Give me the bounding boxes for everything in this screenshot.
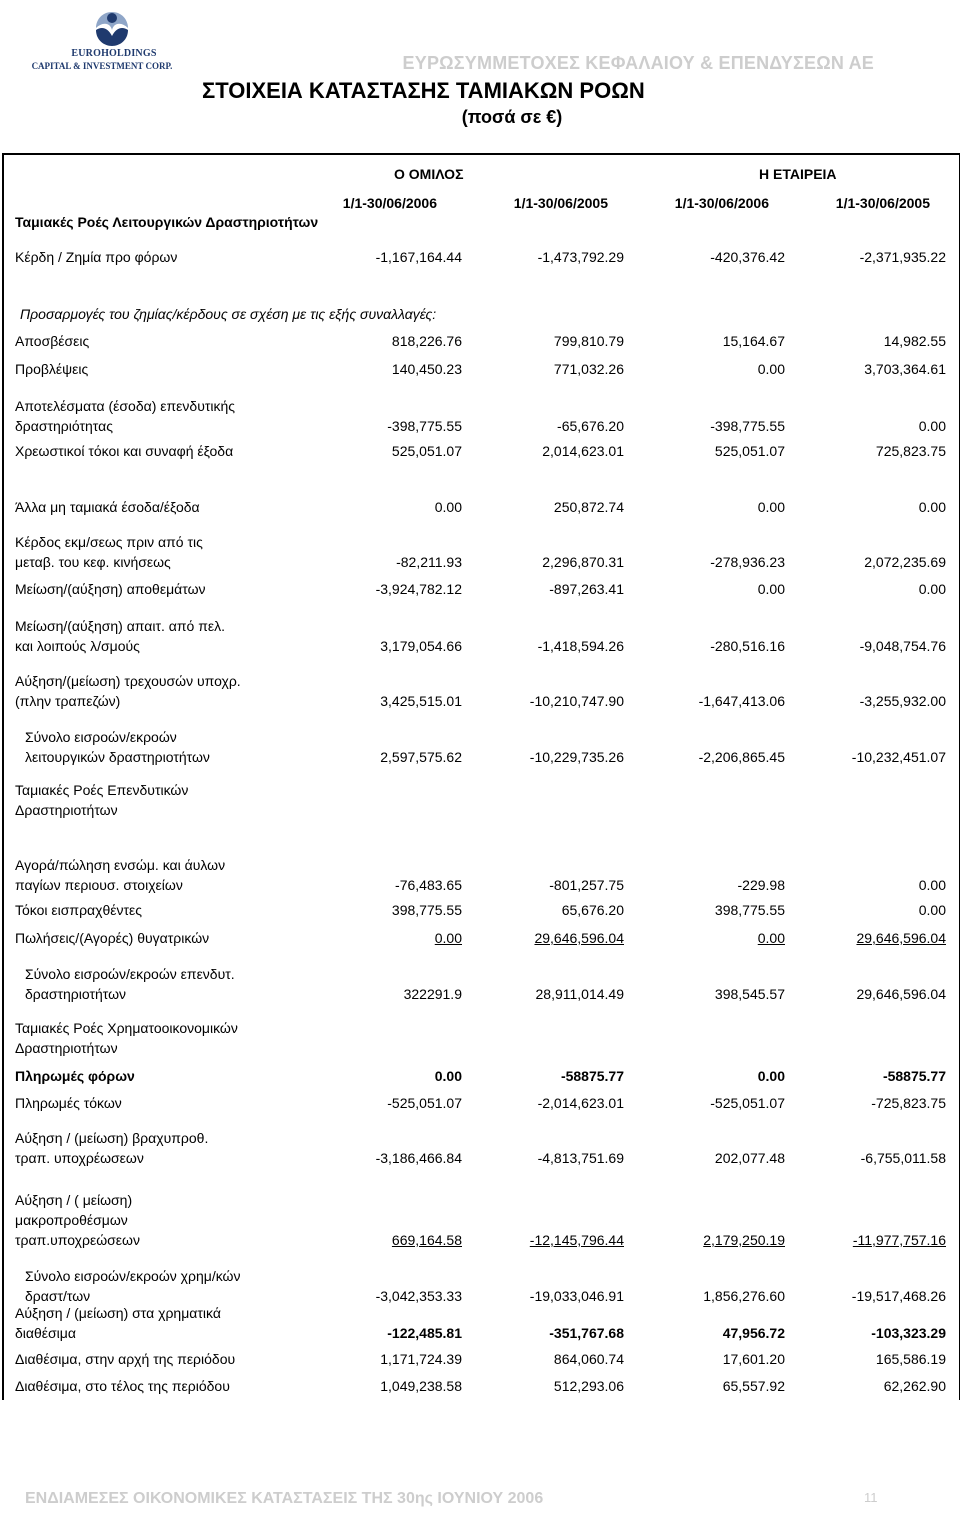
row-value: 2,179,250.19 [703, 1232, 785, 1248]
row-value: -19,033,046.91 [529, 1288, 624, 1304]
row-label [15, 212, 318, 232]
row-label [15, 396, 235, 436]
row-value: -351,767.68 [549, 1325, 624, 1341]
row-label-line: Διαθέσιμα, στην αρχή της περιόδου [15, 1351, 236, 1367]
row-label-line: Πωλήσεις/(Αγορές) θυγατρικών [15, 930, 210, 946]
row-value: -11,977,757.16 [852, 1232, 946, 1248]
row-label [25, 964, 235, 1004]
row-value: -229.98 [737, 877, 785, 893]
row-label [20, 304, 436, 324]
row-value: 17,601.20 [722, 1351, 785, 1367]
row-label-line: Προβλέψεις [15, 361, 89, 377]
row-label-line: Δραστηριοτήτων [15, 802, 118, 818]
row-label [15, 855, 225, 895]
row-label-line: τραπ. υποχρέωσεων [15, 1150, 144, 1166]
row-value: 0.00 [757, 581, 785, 597]
row-value: 525,051.07 [714, 443, 785, 459]
row-value: 0.00 [918, 418, 946, 434]
row-value: 669,164.58 [391, 1232, 462, 1248]
row-value: -1,647,413.06 [698, 693, 785, 709]
row-label-line: Αποσβέσεις [15, 333, 90, 349]
row-value: 65,557.92 [722, 1378, 785, 1394]
row-label-line: Αγορά/πώληση ενσώμ. και άυλων [15, 857, 226, 873]
row-label [15, 1066, 135, 1086]
row-value: 0.00 [918, 902, 946, 918]
row-label-line: Αποτελέσματα (έσοδα) επενδυτικής [15, 398, 236, 414]
row-label [15, 247, 177, 267]
row-label [15, 1128, 208, 1168]
row-value: 0.00 [757, 1068, 785, 1084]
row-label-line: Κέρδος εκμ/σεως πριν από τις [15, 534, 203, 550]
row-value: 140,450.23 [391, 361, 462, 377]
row-label-line: Σύνολο εισροών/εκροών επενδυτ. [25, 966, 235, 982]
row-value: -76,483.65 [395, 877, 462, 893]
row-label-line: τραπ.υποχρεώσεων [15, 1232, 140, 1248]
header-period-company-2005: 1/1-30/06/2005 [835, 195, 930, 211]
row-label-line: Κέρδη / Ζημία προ φόρων [15, 249, 178, 265]
row-value: 1,049,238.58 [380, 1378, 462, 1394]
row-value: 2,072,235.69 [864, 554, 946, 570]
row-label [15, 1376, 230, 1396]
row-value: 0.00 [434, 930, 462, 946]
row-label-line: δραστηριοτήτων [25, 986, 127, 1002]
row-label-line: Αύξηση / ( μείωση) [15, 1192, 133, 1208]
row-value: 864,060.74 [553, 1351, 624, 1367]
row-label [15, 359, 88, 379]
row-value: 29,646,596.04 [856, 986, 946, 1002]
row-value: 398,775.55 [391, 902, 462, 918]
row-value: 3,425,515.01 [380, 693, 462, 709]
row-value: 398,545.57 [714, 986, 785, 1002]
row-label-line: Μείωση/(αύξηση) αποθεμάτων [15, 581, 206, 597]
row-label-line: Δραστηριοτήτων [15, 1040, 118, 1056]
row-label-line: και λοιπούς λ/σμούς [15, 638, 140, 654]
row-value: 202,077.48 [714, 1150, 785, 1166]
company-logo [22, 6, 182, 71]
row-label-line: Αύξηση / (μείωση) στα χρηματικά [15, 1305, 221, 1321]
row-value: 65,676.20 [561, 902, 624, 918]
row-value: -58875.77 [882, 1068, 946, 1084]
row-label-line: Αύξηση / (μείωση) βραχυπροθ. [15, 1130, 209, 1146]
row-label-line: Πληρωμές τόκων [15, 1095, 122, 1111]
row-value: 0.00 [434, 499, 462, 515]
row-value: -9,048,754.76 [859, 638, 946, 654]
row-value: 0.00 [757, 930, 785, 946]
row-label-line: λειτουργικών δραστηριοτήτων [25, 749, 210, 765]
row-value: -1,167,164.44 [375, 249, 462, 265]
row-label [15, 1018, 238, 1058]
header-period-group-2005: 1/1-30/06/2005 [513, 195, 608, 211]
row-value: -3,186,466.84 [375, 1150, 462, 1166]
row-value: 29,646,596.04 [534, 930, 624, 946]
row-value: 799,810.79 [553, 333, 624, 349]
row-value: -3,255,932.00 [859, 693, 946, 709]
row-label-line: Ταμιακές Ροές Επενδυτικών [15, 782, 189, 798]
row-value: 3,703,364.61 [864, 361, 946, 377]
row-value: -4,813,751.69 [537, 1150, 624, 1166]
row-label-line: Αύξηση/(μείωση) τρεχουσών υποχρ. [15, 673, 241, 689]
row-label [15, 441, 233, 461]
row-value: 771,032.26 [553, 361, 624, 377]
row-label [15, 616, 225, 656]
row-value: -12,145,796.44 [529, 1232, 624, 1248]
row-value: 15,164.67 [722, 333, 785, 349]
row-label [15, 928, 209, 948]
row-label-line: Τόκοι εισπραχθέντες [15, 902, 143, 918]
row-value: -82,211.93 [396, 554, 462, 570]
row-value: -801,257.75 [549, 877, 624, 893]
row-value: 250,872.74 [553, 499, 624, 515]
row-label [25, 727, 210, 767]
row-label-line: Χρεωστικοί τόκοι και συναφή έξοδα [15, 443, 234, 459]
company-name: ΕΥΡΩΣΥΜΜΕΤΟΧΕΣ ΚΕΦΑΛΑΙΟΥ & ΕΠΕΝΔΥΣΕΩΝ ΑΕ [402, 53, 874, 73]
row-value: 0.00 [757, 361, 785, 377]
row-label [15, 671, 241, 711]
row-value: 47,956.72 [722, 1325, 785, 1341]
row-label [15, 579, 206, 599]
page-number: 11 [864, 1490, 878, 1505]
row-label-line: Ταμιακές Ροές Χρηματοοικονομικών [15, 1020, 238, 1036]
row-label-line: Σύνολο εισροών/εκροών [25, 729, 177, 745]
logo-emblem-icon [92, 8, 132, 48]
row-value: -398,775.55 [387, 418, 462, 434]
row-value: 525,051.07 [391, 443, 462, 459]
row-label [15, 331, 89, 351]
page-footer: ΕΝΔΙΑΜΕΣΕΣ ΟΙΚΟΝΟΜΙΚΕΣ ΚΑΤΑΣΤΑΣΕΙΣ ΤΗΣ 30ης ΙΟΥΝΙΟΥ 2006 [25, 1490, 544, 1507]
page-subtitle: (ποσά σε €) [461, 107, 563, 127]
row-label-line: δραστηριότητας [15, 418, 113, 434]
row-label-line: διαθέσιμα [15, 1325, 76, 1341]
header-period-group-2006: 1/1-30/06/2006 [342, 195, 437, 211]
row-value: -10,210,747.90 [529, 693, 624, 709]
row-label-line: Σύνολο εισροών/εκροών χρημ/κών [25, 1268, 241, 1284]
row-value: -6,755,011.58 [860, 1150, 946, 1166]
row-value: 0.00 [757, 499, 785, 515]
row-value: -725,823.75 [871, 1095, 946, 1111]
row-label-line: Άλλα μη ταμιακά έσοδα/έξοδα [15, 499, 200, 515]
row-label [15, 532, 203, 572]
row-value: 725,823.75 [875, 443, 946, 459]
row-value: 14,982.55 [883, 333, 946, 349]
row-label [15, 900, 142, 920]
row-value: -525,051.07 [387, 1095, 462, 1111]
row-value: -65,676.20 [557, 418, 624, 434]
row-value: 2,296,870.31 [542, 554, 624, 570]
row-value: -3,924,782.12 [375, 581, 462, 597]
row-value: 322291.9 [403, 986, 462, 1002]
row-label [15, 1190, 140, 1250]
row-value: -122,485.81 [387, 1325, 462, 1341]
row-value: 165,586.19 [875, 1351, 946, 1367]
row-label [15, 1093, 122, 1113]
row-label-line: (πλην τραπεζών) [15, 693, 121, 709]
row-value: 398,775.55 [714, 902, 785, 918]
header-company: Η ΕΤΑΙΡΕΙΑ [759, 166, 837, 182]
row-label-line: παγίων περιουσ. στοιχείων [15, 877, 183, 893]
row-value: 28,911,014.49 [535, 986, 624, 1002]
row-value: -278,936.23 [710, 554, 785, 570]
row-value: -1,418,594.26 [537, 638, 624, 654]
header-group: Ο ΟΜΙΛΟΣ [394, 166, 464, 182]
row-value: 62,262.90 [883, 1378, 946, 1394]
row-value: -897,263.41 [549, 581, 624, 597]
row-value: 0.00 [918, 877, 946, 893]
row-value: -103,323.29 [871, 1325, 946, 1341]
logo-text-line2: CAPITAL & INVESTMENT CORP. [31, 61, 173, 71]
row-value: -2,371,935.22 [859, 249, 946, 265]
row-label [15, 1349, 235, 1369]
row-label-line: Διαθέσιμα, στο τέλος της περιόδου [15, 1378, 230, 1394]
row-value: 3,179,054.66 [380, 638, 462, 654]
row-label-line: Πληρωμές φόρων [15, 1068, 135, 1084]
row-label-line: μεταβ. του κεφ. κινήσεως [15, 554, 171, 570]
row-value: 1,171,724.39 [380, 1351, 462, 1367]
page-title: ΣΤΟΙΧΕΙΑ ΚΑΤΑΣΤΑΣΗΣ ΤΑΜΙΑΚΩΝ ΡΟΩΝ [202, 78, 645, 103]
row-value: -420,376.42 [710, 249, 785, 265]
row-value: 818,226.76 [391, 333, 462, 349]
row-label-line: δραστ/των [25, 1288, 91, 1304]
row-value: -10,229,735.26 [529, 749, 624, 765]
row-label-line: μακροπροθέσμων [15, 1212, 128, 1228]
row-value: -525,051.07 [710, 1095, 785, 1111]
row-value: -10,232,451.07 [851, 749, 946, 765]
row-value: -19,517,468.26 [851, 1288, 946, 1304]
row-value: 29,646,596.04 [856, 930, 946, 946]
row-label [15, 780, 188, 820]
row-value: -1,473,792.29 [537, 249, 624, 265]
logo-text-line1: EUROHOLDINGS [71, 48, 157, 59]
row-label [15, 1303, 221, 1343]
row-label-line: Ταμιακές Ροές Λειτουργικών Δραστηριοτήτων [15, 214, 319, 230]
row-label [25, 1266, 240, 1306]
row-label-line: Μείωση/(αύξηση) απαιτ. από πελ. [15, 618, 225, 634]
row-value: 2,014,623.01 [542, 443, 624, 459]
row-value: -58875.77 [560, 1068, 624, 1084]
statement-frame [2, 153, 960, 1400]
row-value: -398,775.55 [710, 418, 785, 434]
row-value: 1,856,276.60 [703, 1288, 785, 1304]
header-period-company-2006: 1/1-30/06/2006 [674, 195, 769, 211]
row-value: -2,206,865.45 [698, 749, 785, 765]
row-value: 0.00 [918, 581, 946, 597]
row-value: 512,293.06 [553, 1378, 624, 1394]
row-label-line: Προσαρμογές του ζημίας/κέρδους σε σχέση με τις εξής συναλλαγές: [20, 306, 437, 322]
row-label [15, 497, 200, 517]
row-value: -280,516.16 [710, 638, 785, 654]
row-value: -3,042,353.33 [375, 1288, 462, 1304]
row-value: 2,597,575.62 [380, 749, 462, 765]
row-value: -2,014,623.01 [537, 1095, 624, 1111]
row-value: 0.00 [434, 1068, 462, 1084]
row-value: 0.00 [918, 499, 946, 515]
